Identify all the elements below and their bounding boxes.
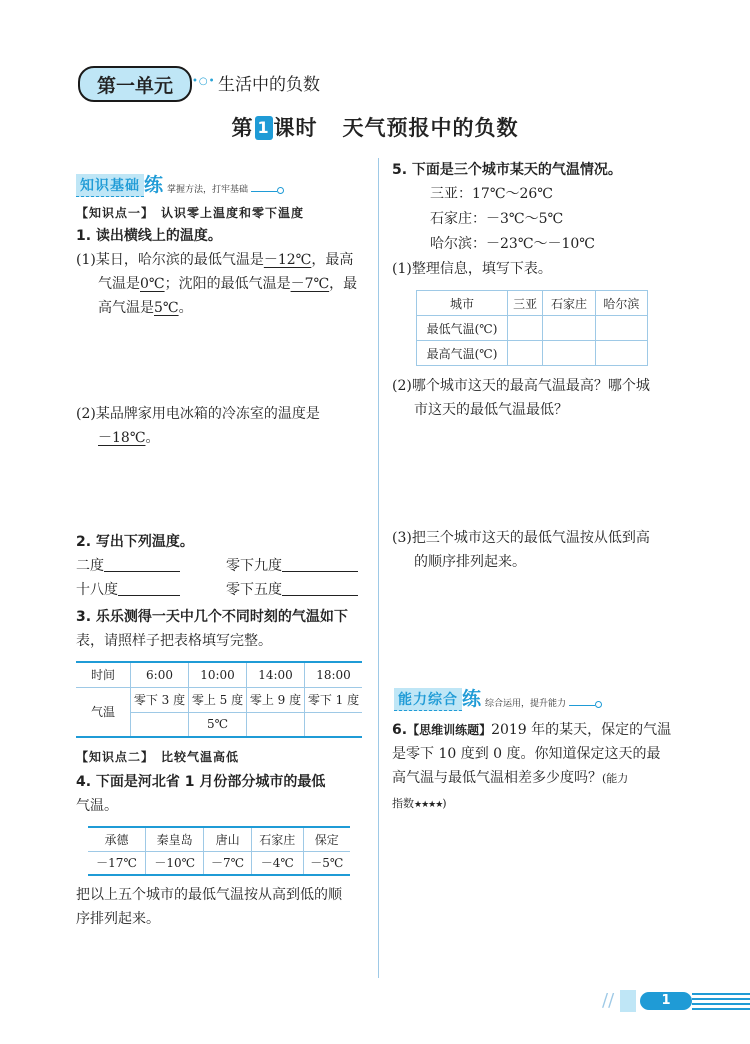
question-5-part-3: (3)把三个城市这天的最低气温按从低到高 的顺序排列起来。 [392,530,650,570]
section-ability-practice [394,684,602,711]
answer-cell[interactable] [305,712,363,737]
column-divider [378,158,379,978]
section-ability-line [569,705,595,706]
lesson-prefix: 第 [231,116,254,140]
table-cell: 保定 [303,827,350,851]
table-cell: 唐山 [204,827,252,851]
table-cell: 零下 3 度 [131,687,189,712]
answer-cell[interactable] [595,316,647,341]
table-cell: 承德 [88,827,146,851]
table-cell: 零上 5 度 [189,687,247,712]
question-3: 3. 乐乐测得一天中几个不同时刻的气温如下 表，请照样子把表格填写完整。 [76,609,348,649]
answer-cell[interactable] [543,341,595,366]
answer-cell[interactable] [508,341,543,366]
lesson-title-line [0,112,750,142]
table-cell: 石家庄 [543,291,595,316]
question-6: 6.【思维训练题】2019 年的某天，保定的气温 是零下 10 度到 0 度。你知道保定这天的最 高气温与最低气温相差多少度吗？(能力 指数★★★★) [392,722,672,810]
table-cell: 气温 [76,687,131,737]
question-2 [76,530,371,602]
question-1 [76,224,371,320]
table-cell: －7℃ [204,851,252,875]
answer-cell[interactable] [247,712,305,737]
question-1-title: 1. 读出横线上的温度。 [76,228,222,244]
question-2-row-2: 十八度 零下五度 [76,578,371,602]
section-ability-title-char: 练 [462,688,482,710]
section-basic-title: 知识基础 [76,174,144,197]
table-cell: 10:00 [189,662,247,687]
answer-cell[interactable] [131,712,189,737]
question-3-table [76,661,362,738]
section-ability-title: 能力综合 [394,688,462,711]
section-basic-subtitle: 掌握方法，打牢基础 [167,185,249,195]
lesson-title: 天气预报中的负数 [342,116,519,140]
question-4: 4. 下面是河北省 1 月份部分城市的最低 气温。 [76,774,326,814]
table-cell: －5℃ [303,851,350,875]
table-cell: 最低气温(℃) [417,316,508,341]
lesson-number-badge: 1 [255,116,273,140]
section-ability-subtitle: 综合运用，提升能力 [485,699,567,709]
answer-cell[interactable] [595,341,647,366]
question-2-row-1: 二度 零下九度 [76,554,371,578]
knowledge-point-two: 【知识点二】 比较气温高低 [76,750,240,764]
unit-title: 第一单元 [78,66,192,102]
question-4-table [88,826,350,876]
question-1-part-2: (2)某品牌家用电冰箱的冷冻室的温度是 －18℃。 [76,406,320,446]
unit-subtitle: 生活中的负数 [218,75,320,95]
table-cell: 零下 1 度 [305,687,363,712]
question-5-city-list [392,182,692,257]
knowledge-point-one: 【知识点一】 认识零上温度和零下温度 [76,206,305,220]
question-1-part-1: (1)某日，哈尔滨的最低气温是－12℃，最高 气温是0℃；沈阳的最低气温是－7℃，最 高气温是5℃。 [76,252,358,316]
section-basic-line [251,191,277,192]
table-cell: 秦皇岛 [146,827,204,851]
section-basic-practice [76,170,284,197]
question-5-part-2: (2)哪个城市这天的最高气温最高？哪个城 市这天的最低气温最低？ [392,378,650,418]
difficulty-stars-icon: ★★★★ [414,800,443,810]
table-cell: 哈尔滨 [595,291,647,316]
table-cell: －17℃ [88,851,146,875]
question-5-part-1: (1)整理信息，填写下表。 [392,261,552,277]
page-number: 1 [661,993,671,1008]
table-cell: 石家庄 [251,827,303,851]
table-cell: 零上 9 度 [247,687,305,712]
table-cell: 5℃ [189,712,247,737]
question-4-text: 把以上五个城市的最低气温按从高到低的顺 序排列起来。 [76,887,342,927]
unit-dots-decoration: •○• [192,76,216,87]
section-basic-circle-icon [277,187,284,194]
table-cell: 三亚 [508,291,543,316]
city-line: 石家庄：－3℃～5℃ [430,211,564,227]
answer-blank[interactable] [118,581,180,596]
section-ability-circle-icon [595,701,602,708]
city-line: 三亚：17℃～26℃ [430,186,553,202]
city-line: 哈尔滨：－23℃～－10℃ [430,236,595,252]
lesson-suffix: 课时 [273,116,318,140]
table-cell: 城市 [417,291,508,316]
question-5 [392,158,692,281]
table-cell: 14:00 [247,662,305,687]
table-cell: －4℃ [251,851,303,875]
table-cell: 18:00 [305,662,363,687]
table-cell: 时间 [76,662,131,687]
question-5-title: 5. 下面是三个城市某天的气温情况。 [392,162,622,178]
section-basic-title-char: 练 [144,174,164,196]
question-5-table [416,290,648,366]
table-cell: 最高气温(℃) [417,341,508,366]
answer-cell[interactable] [508,316,543,341]
answer-blank[interactable] [104,557,180,572]
answer-blank[interactable] [282,557,358,572]
table-cell: 6:00 [131,662,189,687]
answer-blank[interactable] [282,581,358,596]
table-cell: －10℃ [146,851,204,875]
footer-slash-decoration: // [602,990,615,1011]
question-2-title: 2. 写出下列温度。 [76,534,194,550]
answer-cell[interactable] [543,316,595,341]
